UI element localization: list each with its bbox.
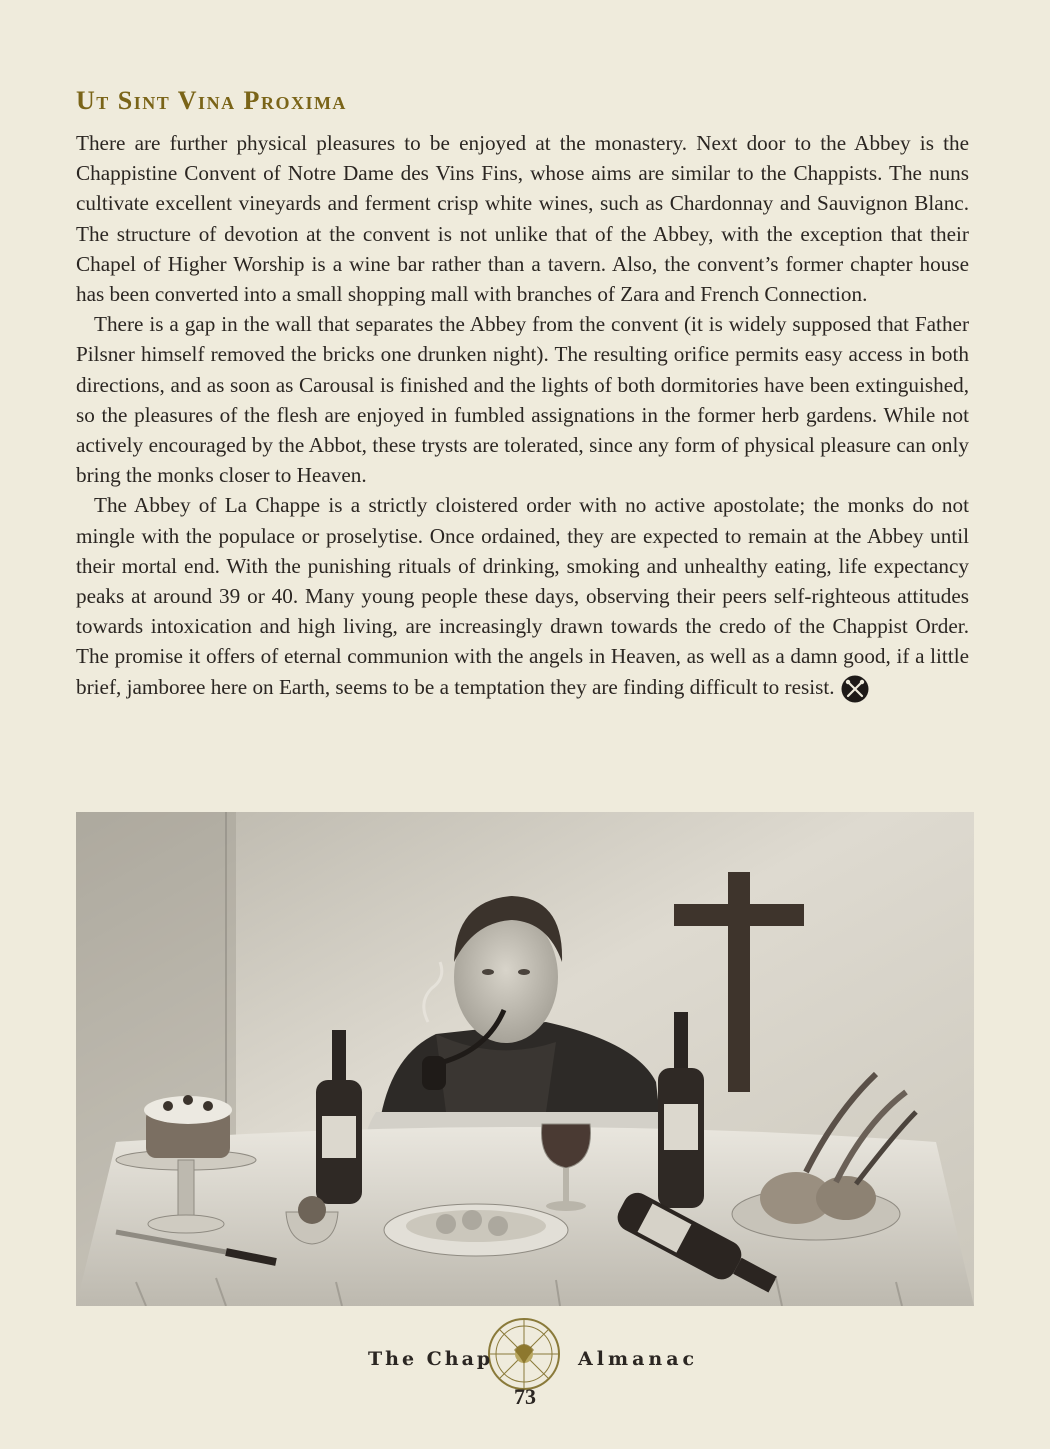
footer-title-right: Almanac bbox=[578, 1348, 699, 1370]
chap-almanac-emblem-icon bbox=[486, 1316, 562, 1392]
page-number: 73 bbox=[514, 1384, 536, 1409]
paragraph bbox=[76, 128, 969, 309]
footer-title-left: The Chap bbox=[368, 1348, 494, 1370]
article-body bbox=[76, 128, 969, 703]
paragraph-text: There are further physical pleasures to be enjoyed at the monastery. Next door to the Abbey is the Chappistine Convent of Notre Dame des Vins Fins, whose aims are similar to the Chappists. The nuns cultivate excellent vineyards and ferment crisp white wines, such as Chardonnay and Sauvignon Blanc. The structure of devotion at the convent is not unlike that of the Abbey, with the exception that their Chapel of Higher Worship is a wine bar rather than a tavern. Also, the convent’s former chapter house has been converted into a small shopping mall with branches of Zara and French Connection. bbox=[76, 131, 969, 307]
monk-feast-photo bbox=[76, 812, 974, 1306]
section-heading: Ut Sint Vina Proxima bbox=[76, 86, 347, 115]
paragraph bbox=[76, 309, 969, 490]
paragraph-text: There is a gap in the wall that separates the Abbey from the convent (it is widely supposed that Father Pilsner himself removed the bricks one drunken night). The resulting orifice permits easy access in both directions, and as soon as Carousal is finished and the lights of both dormitories have been extinguished, so the pleasures of the flesh are enjoyed in fumbled assignations in the former herb gardens. While not actively encouraged by the Abbot, these trysts are tolerated, since any form of physical pleasure can only bring the monks closer to Heaven. bbox=[76, 312, 969, 488]
crossed-pipes-end-mark-icon bbox=[841, 675, 869, 703]
paragraph bbox=[76, 490, 969, 702]
paragraph-text: The Abbey of La Chappe is a strictly cloistered order with no active apostolate; the monks do not mingle with the populace or proselytise. Once ordained, they are expected to remain at the Abbey until their mortal end. With the punishing rituals of drinking, smoking and unhealthy eating, life expectancy peaks at around 39 or 40. Many young people these days, observing their peers self-righteous attitudes towards intoxication and high living, are increasingly drawn towards the credo of the Chappist Order. The promise it offers of eternal communion with the angels in Heaven, as well as a damn good, if a little brief, jamboree here on Earth, seems to be a temptation they are finding difficult to resist. bbox=[76, 493, 969, 699]
